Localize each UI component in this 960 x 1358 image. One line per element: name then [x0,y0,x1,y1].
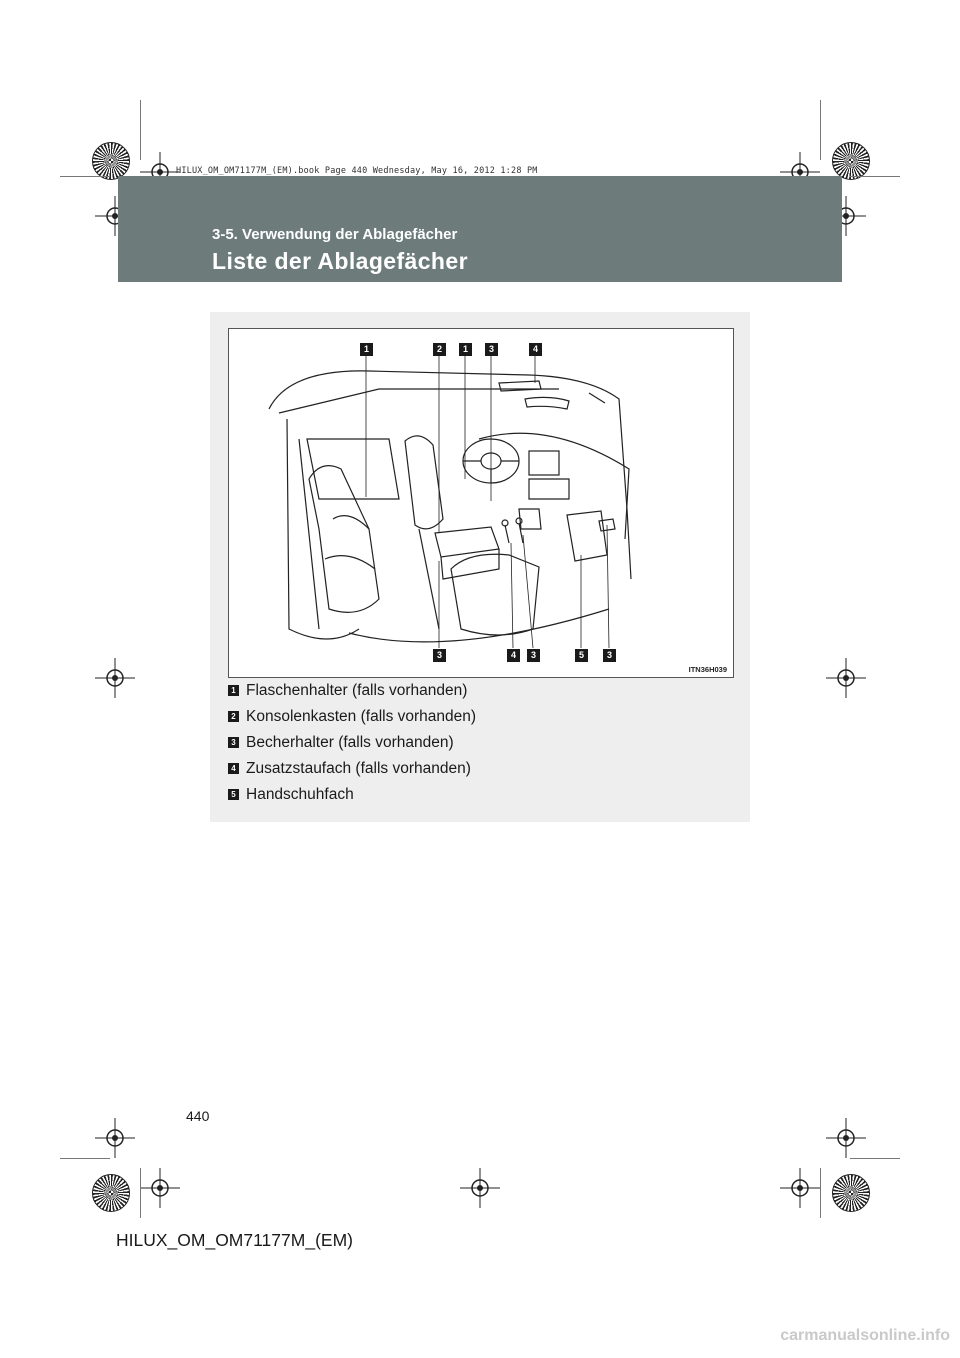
legend-number: 3 [228,737,239,748]
legend-item [228,732,728,758]
document-code: HILUX_OM_OM71177M_(EM) [116,1230,353,1250]
crop-line [60,176,110,177]
callout-bottom-4: 5 [575,649,588,662]
crop-line [60,1158,110,1159]
callout-top-3: 1 [459,343,472,356]
legend-number: 4 [228,763,239,774]
legend-number: 2 [228,711,239,722]
registration-ring-top-right [832,142,870,180]
crosshair-mark-l-mid [95,658,135,698]
legend-list [228,680,728,810]
crosshair-mark-l-bot [95,1118,135,1158]
section-label: 3-5. Verwendung der Ablagefächer [212,226,458,243]
legend-text: Zusatzstaufach (falls vorhanden) [246,760,471,777]
registration-ring-top-left [92,142,130,180]
legend-item [228,758,728,784]
crop-line [850,1158,900,1159]
crosshair-mark-bl [140,1168,180,1208]
legend-text: Konsolenkasten (falls vorhanden) [246,708,477,725]
callout-bottom-1: 3 [433,649,446,662]
crop-line [140,1168,141,1218]
legend-item [228,784,728,810]
legend-text: Handschuhfach [246,786,354,803]
registration-ring-bottom-left [92,1174,130,1212]
legend-item [228,680,728,706]
site-watermark: carmanualsonline.info [780,1327,950,1344]
crop-line [140,100,141,160]
callout-top-4: 3 [485,343,498,356]
legend-number: 5 [228,789,239,800]
callout-top-2: 2 [433,343,446,356]
vehicle-interior-illustration [229,329,733,677]
crosshair-mark-r-mid [826,658,866,698]
figure-code: ITN36H039 [688,665,727,674]
crosshair-mark-r-bot [826,1118,866,1158]
callout-top-5: 4 [529,343,542,356]
legend-text: Flaschenhalter (falls vorhanden) [246,682,468,699]
crop-line [820,1168,821,1218]
callout-bottom-3: 3 [527,649,540,662]
crop-line [820,100,821,160]
crop-line [850,176,900,177]
callout-bottom-2: 4 [507,649,520,662]
legend-number: 1 [228,685,239,696]
legend-text: Becherhalter (falls vorhanden) [246,734,454,751]
crosshair-mark-bc [460,1168,500,1208]
registration-ring-bottom-right [832,1174,870,1212]
callout-bottom-5: 3 [603,649,616,662]
callout-top-1: 1 [360,343,373,356]
page-title: Liste der Ablagefächer [212,248,468,274]
file-stamp: HILUX_OM_OM71177M_(EM).book Page 440 Wednesday, May 16, 2012 1:28 PM [176,166,538,176]
page-number: 440 [186,1108,210,1124]
legend-item [228,706,728,732]
crosshair-mark-br [780,1168,820,1208]
interior-figure [228,328,734,678]
